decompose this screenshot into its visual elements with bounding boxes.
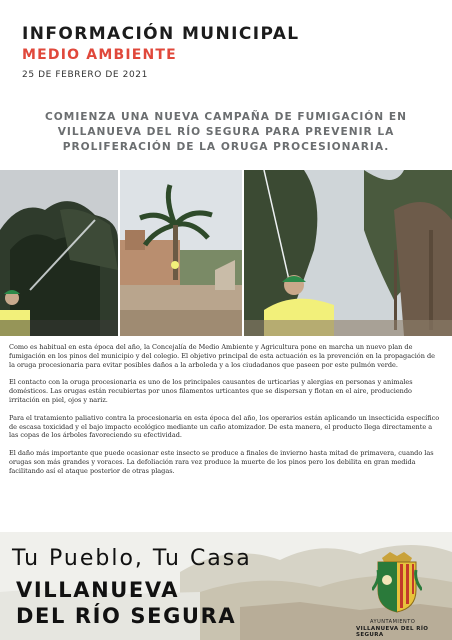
fumigation-photo-3 bbox=[244, 170, 452, 336]
crest-caption-bottom: VILLANUEVA DEL RÍO SEGURA bbox=[356, 626, 429, 638]
footer-banner bbox=[0, 532, 452, 640]
section-subtitle: MEDIO AMBIENTE bbox=[22, 47, 177, 63]
news-headline: COMIENZA UNA NUEVA CAMPAÑA DE FUMIGACIÓN EN VILLANUEVA DEL RÍO SEGURA PARA PREVENIR LA PROLIFERACIÓN DE LA ORUGA PROCESIONARIA. bbox=[45, 111, 407, 153]
photo-strip bbox=[0, 170, 452, 336]
fumigation-photo-1 bbox=[0, 170, 118, 336]
crest-caption-top: AYUNTAMIENTO bbox=[370, 619, 416, 625]
town-name-line2: DEL RÍO SEGURA bbox=[16, 604, 237, 628]
town-name-line1: VILLANUEVA bbox=[16, 578, 180, 602]
article-body bbox=[9, 343, 441, 484]
town-crest-icon bbox=[372, 550, 422, 614]
article-paragraph: Como es habitual en esta época del año, la Concejalía de Medio Ambiente y Agricultura pone en marcha un nuevo plan de fumigación en los pinos del municipio y del colegio. El objetivo principal de esta actuación es la prevención en la propagación de la oruga procesionaria para evitar posibles daños a la arboleda y a los ciudadanos que paseen por este pulmón verde. bbox=[9, 343, 435, 369]
article-paragraph: El contacto con la oruga procesionaria es uno de los principales causantes de urticarias y alergias en personas y animales domésticos. Las orugas están recubiertas por unos filamentos urticantes que se dispersan y flotan en el aire, produciendo irritación en piel, ojos y nariz. bbox=[9, 378, 413, 405]
article-paragraph: El daño más importante que puede ocasionar este insecto se produce a finales de invierno hasta mitad de primavera, cuando las orugas son más grandes y voraces. La defoliación rara vez produce la muerte de los pinos pero los debilita en gran medida facilitando así el ataque posterior de otras plagas. bbox=[9, 448, 434, 475]
publication-date: 25 DE FEBRERO DE 2021 bbox=[22, 70, 148, 80]
slogan: Tu Pueblo, Tu Casa bbox=[12, 546, 252, 571]
article-paragraph: Para el tratamiento paliativo contra la procesionaria en esta época del año, los operarios están aplicando un insecticida específico de escasa toxicidad y el bajo impacto ecológico mediante un caño atomizador. De esta manera, el producto llega directamente a las copas de los árboles favoreciendo su efectividad. bbox=[9, 413, 440, 440]
fumigation-photo-2 bbox=[120, 170, 242, 336]
page-title: INFORMACIÓN MUNICIPAL bbox=[22, 24, 300, 44]
header bbox=[22, 24, 432, 80]
